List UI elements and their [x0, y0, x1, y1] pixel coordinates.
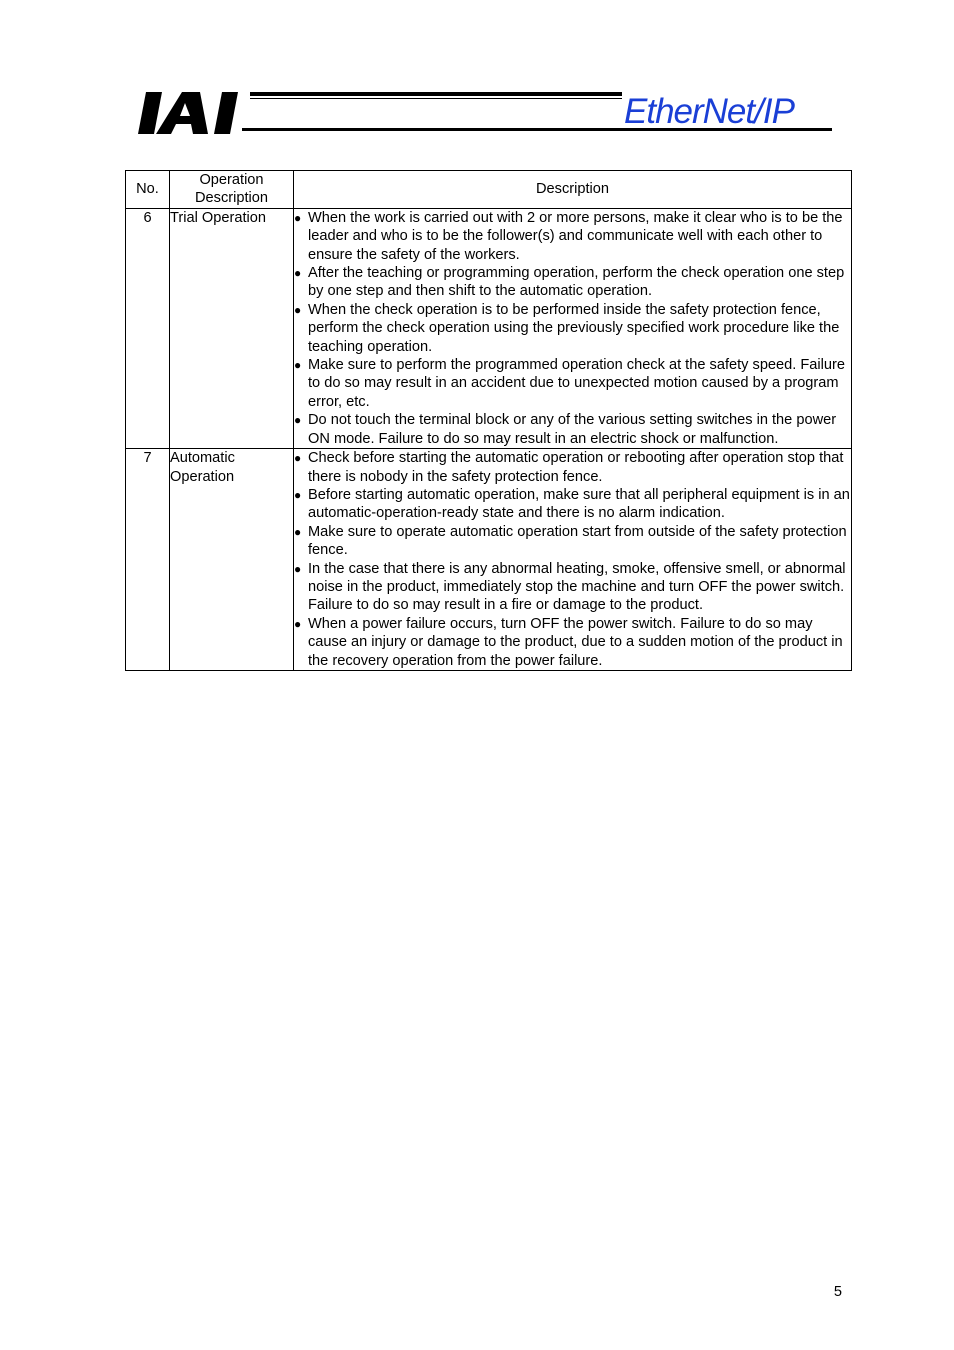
row-number: 7 [126, 449, 170, 671]
column-header-description: Description [294, 171, 852, 209]
bullet-item: ● When the work is carried out with 2 or more persons, make it clear who is to be the leader and who is to be the follower(s) and communicate well with each other to ensure the safety of the workers. [294, 209, 843, 263]
header-rule-thick [250, 92, 622, 96]
bullet-item: ● Check before starting the automatic operation or rebooting after operation stop that there is nobody in the safety protection fence. [294, 450, 844, 485]
iai-logo [138, 92, 246, 134]
ethernet-ip-brand: EtherNet/IP [624, 92, 794, 131]
column-header-no: No. [126, 171, 170, 209]
row-operation: Automatic Operation [170, 449, 294, 671]
bullet-item: ● When a power failure occurs, turn OFF the power switch. Failure to do so may cause an injury or damage to the product, due to a sudden motion of the product in the recovery operation from the power failure. [294, 615, 843, 669]
table-row [126, 208, 852, 448]
row-description [294, 449, 852, 671]
bullet-icon: ● [294, 358, 302, 373]
table-row [126, 449, 852, 671]
bullet-icon: ● [294, 616, 302, 631]
header-rule-thin [250, 98, 622, 99]
table-header-row [126, 171, 852, 209]
bullet-item: ● Make sure to operate automatic operation start from outside of the safety protection fence. [294, 523, 847, 559]
bullet-icon: ● [294, 487, 302, 502]
page-header [138, 88, 838, 138]
bullet-item: ● After the teaching or programming operation, perform the check operation one step by one step and then shift to the automatic operation. [294, 265, 845, 300]
row-number: 6 [126, 208, 170, 448]
row-description [294, 208, 852, 448]
bullet-item: ● In the case that there is any abnormal heating, smoke, offensive smell, or abnormal noise in the product, immediately stop the machine and turn OFF the power switch. Failure to do so may result in a fire or damage to the product. [294, 560, 846, 614]
column-header-operation: Operation Description [170, 171, 294, 209]
bullet-icon: ● [294, 451, 302, 466]
bullet-icon: ● [294, 266, 302, 281]
bullet-item: ● Before starting automatic operation, make sure that all peripheral equipment is in an automatic-operation-ready state and there is no alarm indication. [294, 486, 850, 522]
bullet-icon: ● [294, 210, 302, 225]
page-number: 5 [833, 1284, 842, 1300]
bullet-item: ● When the check operation is to be performed inside the safety protection fence, perform the check operation using the previously specified work procedure like the teaching operation. [294, 301, 840, 355]
bullet-icon: ● [294, 524, 302, 539]
row-operation: Trial Operation [170, 208, 294, 448]
bullet-icon: ● [294, 413, 302, 428]
operation-table [125, 170, 852, 671]
bullet-item: ● Make sure to perform the programmed operation check at the safety speed. Failure to do so may result in an accident due to unexpected motion caused by a program error, etc. [294, 357, 845, 410]
bullet-item: ● Do not touch the terminal block or any of the various setting switches in the power ON mode. Failure to do so may result in an electric shock or malfunction. [294, 412, 837, 447]
bullet-list [294, 449, 851, 670]
bullet-icon: ● [294, 561, 302, 576]
bullet-list [294, 209, 851, 448]
bullet-icon: ● [294, 302, 302, 317]
